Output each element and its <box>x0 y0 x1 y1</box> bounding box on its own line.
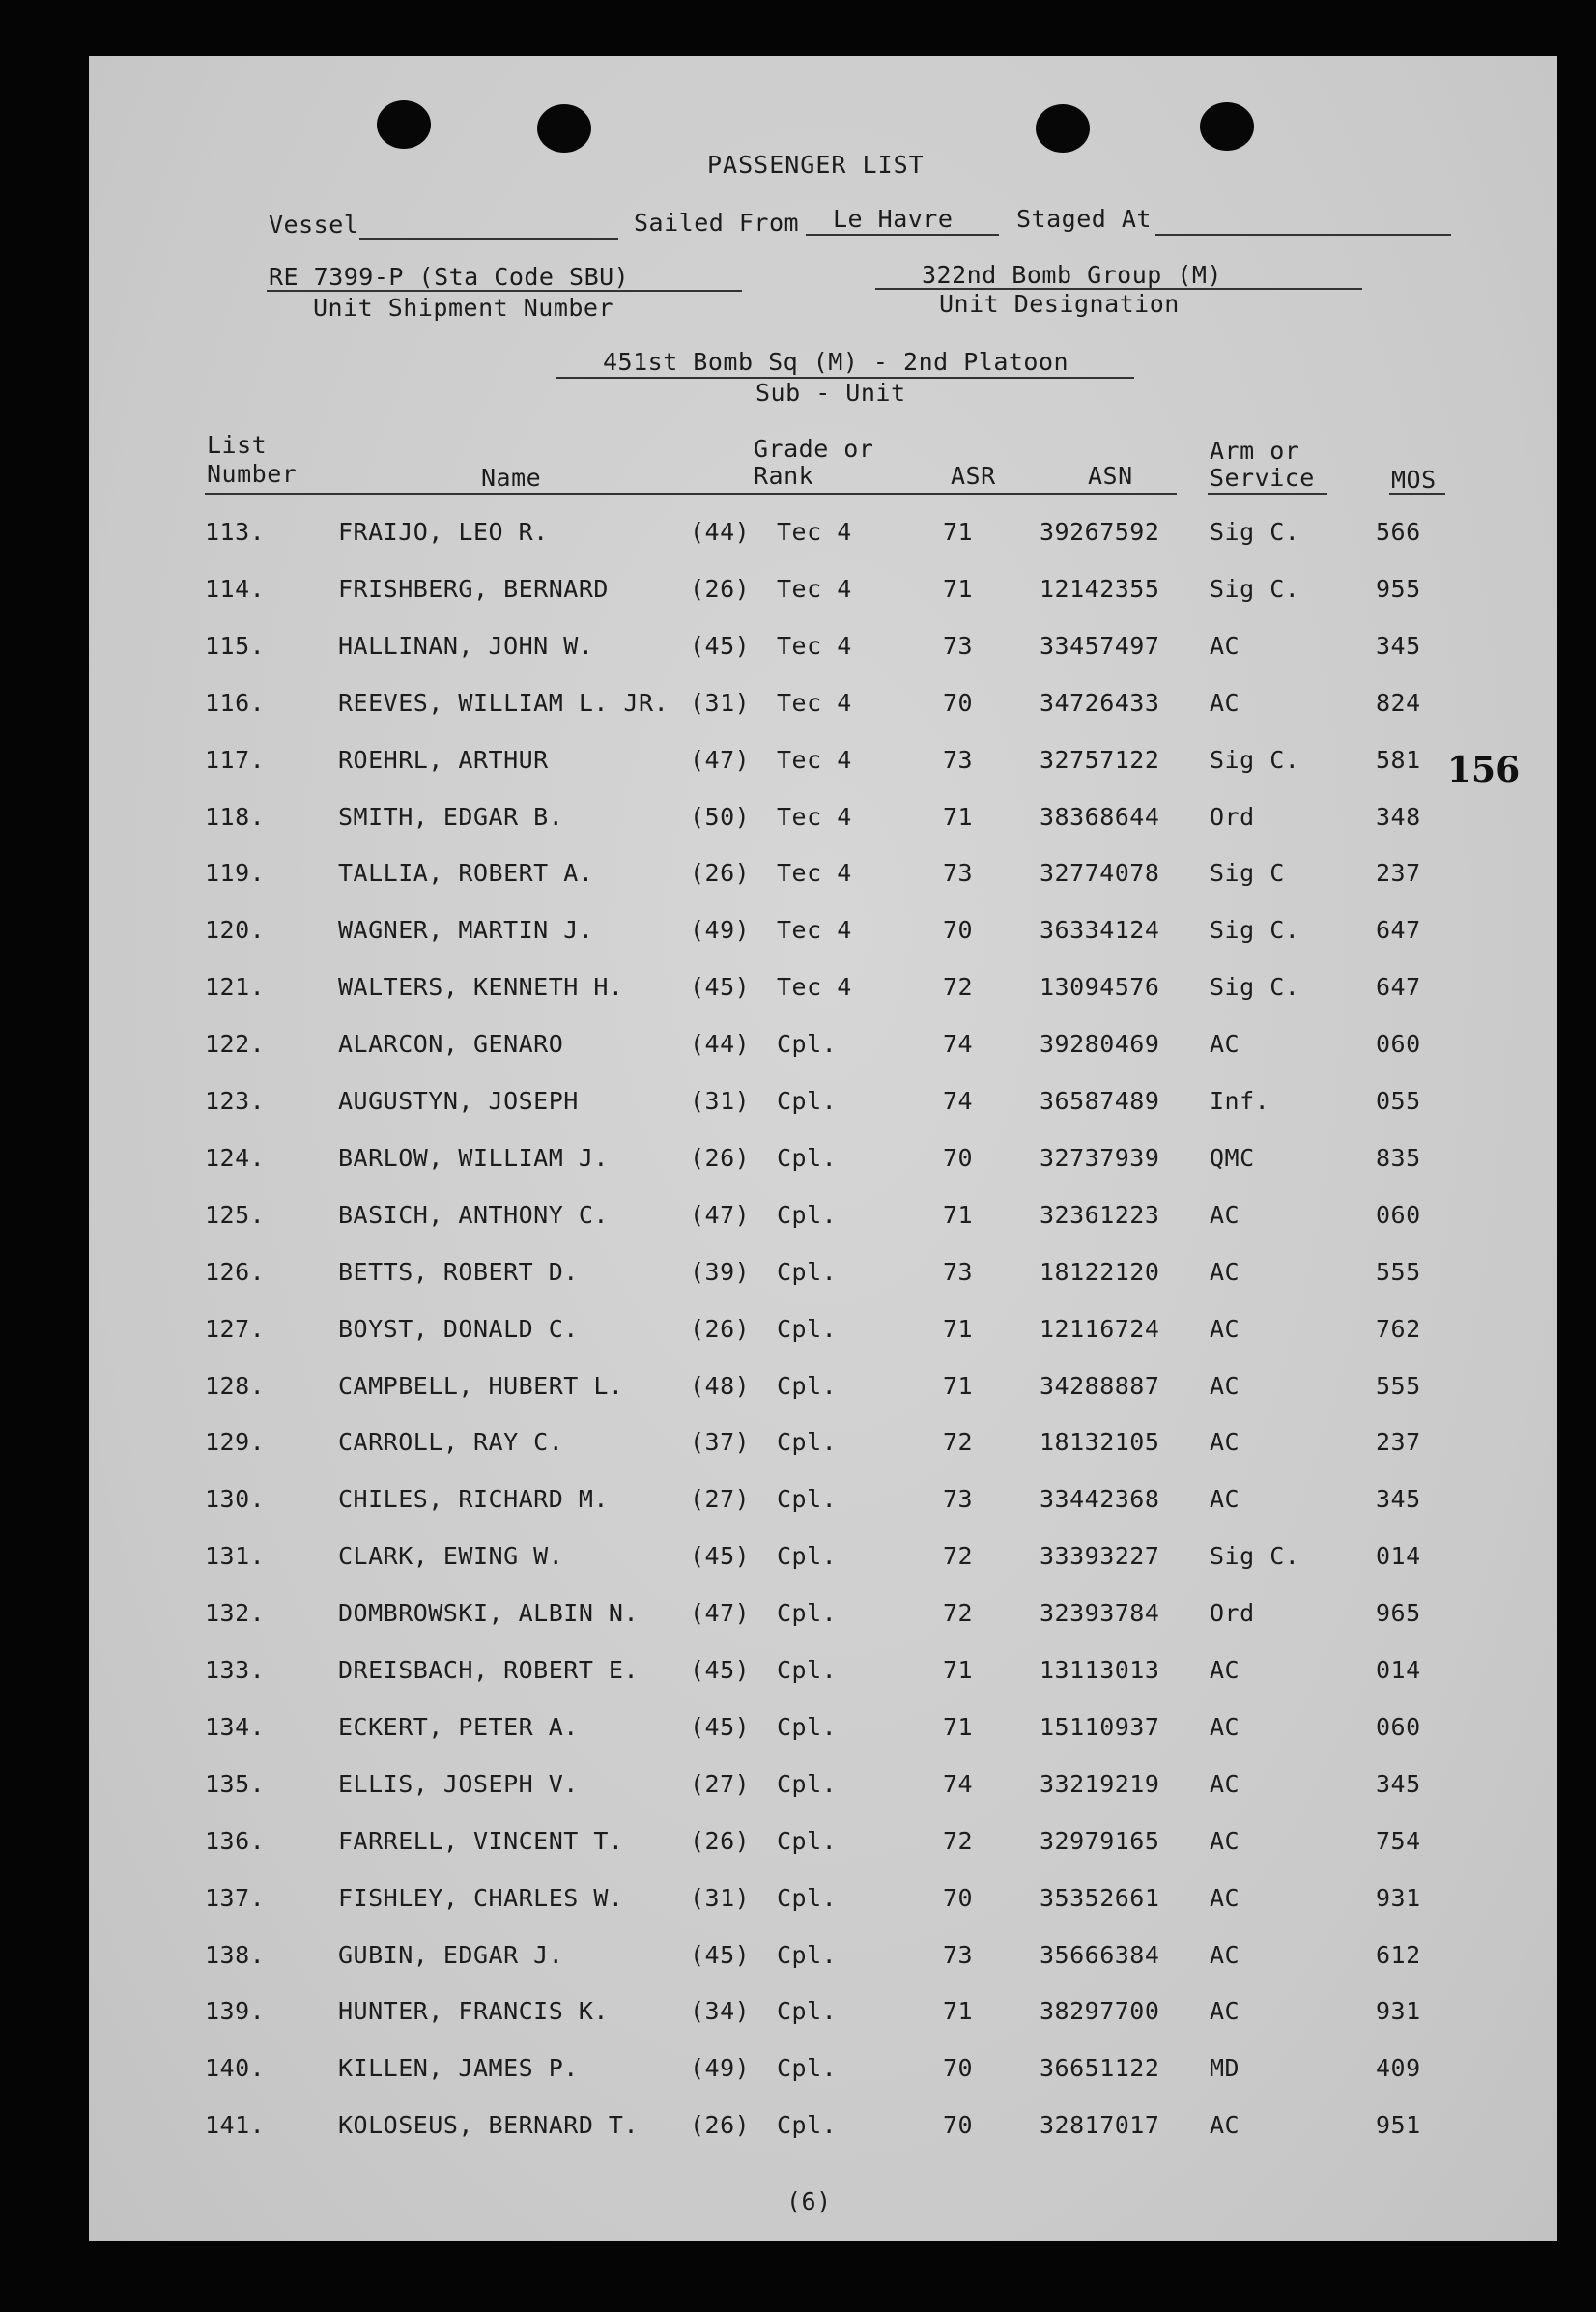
col-list-number-1: List <box>207 431 268 459</box>
table-row <box>89 689 1557 728</box>
vessel-underline <box>359 238 618 240</box>
mos: 348 <box>1376 802 1421 831</box>
sub-unit-label: Sub - Unit <box>755 379 906 407</box>
col-header-underline-mos <box>1389 493 1445 495</box>
col-header-underline-arm <box>1208 493 1327 495</box>
asr: 74 <box>943 1769 974 1798</box>
grade-rank: Cpl. <box>777 1428 838 1457</box>
passenger-name: BARLOW, WILLIAM J. <box>338 1143 609 1172</box>
mos: 237 <box>1376 1428 1421 1457</box>
unit-shipment-number-underline <box>267 290 742 292</box>
asr: 71 <box>943 1200 974 1229</box>
asr: 72 <box>943 1428 974 1457</box>
table-row <box>89 1884 1557 1923</box>
table-row <box>89 859 1557 898</box>
asn: 12116724 <box>1040 1314 1160 1343</box>
list-number: 132. <box>205 1599 266 1628</box>
age: (39) <box>690 1257 751 1286</box>
age: (44) <box>690 518 751 546</box>
col-grade-2: Rank <box>754 462 814 490</box>
asn: 32979165 <box>1040 1826 1160 1855</box>
grade-rank: Cpl. <box>777 1485 838 1514</box>
mos: 060 <box>1376 1712 1421 1741</box>
grade-rank: Tec 4 <box>777 973 852 1002</box>
arm-service: Ord <box>1210 1599 1255 1628</box>
list-number: 129. <box>205 1428 266 1457</box>
table-row <box>89 1428 1557 1467</box>
grade-rank: Cpl. <box>777 1656 838 1684</box>
punch-hole-3 <box>1036 104 1090 153</box>
arm-service: Sig C. <box>1210 916 1300 945</box>
passenger-name: BASICH, ANTHONY C. <box>338 1200 609 1229</box>
passenger-name: CARROLL, RAY C. <box>338 1428 564 1457</box>
asr: 73 <box>943 859 974 888</box>
grade-rank: Tec 4 <box>777 802 852 831</box>
age: (47) <box>690 1599 751 1628</box>
asn: 36334124 <box>1040 916 1160 945</box>
age: (26) <box>690 1143 751 1172</box>
arm-service: AC <box>1210 2111 1240 2140</box>
list-number: 135. <box>205 1769 266 1798</box>
asn: 38297700 <box>1040 1997 1160 2026</box>
asr: 70 <box>943 1883 974 1912</box>
col-mos: MOS <box>1391 466 1437 494</box>
mos: 055 <box>1376 1087 1421 1115</box>
grade-rank: Tec 4 <box>777 688 852 717</box>
asn: 35352661 <box>1040 1883 1160 1912</box>
asr: 70 <box>943 2111 974 2140</box>
grade-rank: Tec 4 <box>777 574 852 603</box>
age: (45) <box>690 1712 751 1741</box>
table-row <box>89 1770 1557 1809</box>
age: (45) <box>690 631 751 660</box>
passenger-name: KOLOSEUS, BERNARD T. <box>338 2111 640 2140</box>
age: (45) <box>690 1656 751 1684</box>
grade-rank: Cpl. <box>777 1143 838 1172</box>
grade-rank: Tec 4 <box>777 916 852 945</box>
mos: 931 <box>1376 1997 1421 2026</box>
asr: 71 <box>943 518 974 546</box>
mos: 345 <box>1376 1769 1421 1798</box>
mos: 060 <box>1376 1030 1421 1059</box>
passenger-name: FRISHBERG, BERNARD <box>338 574 609 603</box>
passenger-name: ELLIS, JOSEPH V. <box>338 1769 579 1798</box>
list-number: 131. <box>205 1542 266 1571</box>
arm-service: AC <box>1210 1200 1240 1229</box>
asr: 70 <box>943 2054 974 2083</box>
asn: 33393227 <box>1040 1542 1160 1571</box>
grade-rank: Cpl. <box>777 1599 838 1628</box>
asr: 71 <box>943 574 974 603</box>
mos: 754 <box>1376 1826 1421 1855</box>
asn: 35666384 <box>1040 1940 1160 1969</box>
asr: 70 <box>943 1143 974 1172</box>
arm-service: QMC <box>1210 1143 1255 1172</box>
list-number: 127. <box>205 1314 266 1343</box>
table-row <box>89 746 1557 785</box>
table-row <box>89 1030 1557 1069</box>
page-number: (6) <box>786 2187 832 2215</box>
asn: 39280469 <box>1040 1030 1160 1059</box>
passenger-name: TALLIA, ROBERT A. <box>338 859 594 888</box>
arm-service: AC <box>1210 1257 1240 1286</box>
passenger-name: BOYST, DONALD C. <box>338 1314 579 1343</box>
list-number: 114. <box>205 574 266 603</box>
arm-service: MD <box>1210 2054 1240 2083</box>
arm-service: AC <box>1210 1656 1240 1684</box>
mos: 345 <box>1376 631 1421 660</box>
asr: 71 <box>943 1314 974 1343</box>
passenger-name: FARRELL, VINCENT T. <box>338 1826 624 1855</box>
passenger-name: FISHLEY, CHARLES W. <box>338 1883 624 1912</box>
asn: 38368644 <box>1040 802 1160 831</box>
sailed-from-underline <box>806 234 999 236</box>
asr: 71 <box>943 802 974 831</box>
age: (26) <box>690 859 751 888</box>
asr: 72 <box>943 1826 974 1855</box>
mos: 060 <box>1376 1200 1421 1229</box>
asn: 32774078 <box>1040 859 1160 888</box>
asr: 72 <box>943 1542 974 1571</box>
age: (45) <box>690 973 751 1002</box>
list-number: 136. <box>205 1826 266 1855</box>
mos: 955 <box>1376 574 1421 603</box>
table-row <box>89 973 1557 1012</box>
arm-service: Sig C <box>1210 859 1285 888</box>
unit-shipment-number-value: RE 7399-P (Sta Code SBU) <box>269 263 630 291</box>
table-row <box>89 1941 1557 1980</box>
passenger-name: HALLINAN, JOHN W. <box>338 631 594 660</box>
grade-rank: Cpl. <box>777 1826 838 1855</box>
mos: 014 <box>1376 1542 1421 1571</box>
list-number: 116. <box>205 688 266 717</box>
arm-service: AC <box>1210 631 1240 660</box>
asn: 15110937 <box>1040 1712 1160 1741</box>
asn: 33457497 <box>1040 631 1160 660</box>
mos: 647 <box>1376 916 1421 945</box>
punch-hole-2 <box>537 104 591 153</box>
grade-rank: Cpl. <box>777 1200 838 1229</box>
arm-service: AC <box>1210 1314 1240 1343</box>
list-number: 126. <box>205 1257 266 1286</box>
passenger-name: ALARCON, GENARO <box>338 1030 564 1059</box>
arm-service: AC <box>1210 1997 1240 2026</box>
list-number: 141. <box>205 2111 266 2140</box>
arm-service: Sig C. <box>1210 1542 1300 1571</box>
age: (31) <box>690 1087 751 1115</box>
table-row <box>89 1656 1557 1695</box>
list-number: 121. <box>205 973 266 1002</box>
mos: 951 <box>1376 2111 1421 2140</box>
table-row <box>89 518 1557 557</box>
table-row <box>89 1201 1557 1240</box>
asr: 73 <box>943 1257 974 1286</box>
grade-rank: Cpl. <box>777 1883 838 1912</box>
asn: 13113013 <box>1040 1656 1160 1684</box>
grade-rank: Cpl. <box>777 1314 838 1343</box>
asn: 32393784 <box>1040 1599 1160 1628</box>
arm-service: AC <box>1210 1826 1240 1855</box>
table-row <box>89 575 1557 614</box>
list-number: 138. <box>205 1940 266 1969</box>
age: (27) <box>690 1485 751 1514</box>
grade-rank: Tec 4 <box>777 518 852 546</box>
passenger-name: ECKERT, PETER A. <box>338 1712 579 1741</box>
asr: 74 <box>943 1087 974 1115</box>
sub-unit-value: 451st Bomb Sq (M) - 2nd Platoon <box>603 348 1069 376</box>
passenger-name: CLARK, EWING W. <box>338 1542 564 1571</box>
table-row <box>89 1258 1557 1297</box>
arm-service: AC <box>1210 1940 1240 1969</box>
asn: 34726433 <box>1040 688 1160 717</box>
asn: 32361223 <box>1040 1200 1160 1229</box>
arm-service: Sig C. <box>1210 973 1300 1002</box>
punch-hole-1 <box>377 100 431 149</box>
mos: 835 <box>1376 1143 1421 1172</box>
age: (31) <box>690 688 751 717</box>
col-arm-2: Service <box>1210 464 1315 492</box>
age: (45) <box>690 1542 751 1571</box>
arm-service: AC <box>1210 1883 1240 1912</box>
passenger-name: WALTERS, KENNETH H. <box>338 973 624 1002</box>
col-name: Name <box>481 464 542 492</box>
mos: 237 <box>1376 859 1421 888</box>
mos: 345 <box>1376 1485 1421 1514</box>
grade-rank: Cpl. <box>777 1769 838 1798</box>
table-row <box>89 1997 1557 2036</box>
asr: 72 <box>943 1599 974 1628</box>
table-row <box>89 1827 1557 1866</box>
grade-rank: Cpl. <box>777 1940 838 1969</box>
asn: 32817017 <box>1040 2111 1160 2140</box>
mos: 931 <box>1376 1883 1421 1912</box>
col-grade-1: Grade or <box>754 435 874 463</box>
age: (26) <box>690 1314 751 1343</box>
grade-rank: Cpl. <box>777 2054 838 2083</box>
list-number: 120. <box>205 916 266 945</box>
age: (26) <box>690 1826 751 1855</box>
asn: 36651122 <box>1040 2054 1160 2083</box>
age: (34) <box>690 1997 751 2026</box>
list-number: 137. <box>205 1883 266 1912</box>
asr: 70 <box>943 688 974 717</box>
table-row <box>89 1713 1557 1752</box>
sailed-from-value: Le Havre <box>833 205 954 233</box>
passenger-name: CHILES, RICHARD M. <box>338 1485 609 1514</box>
document-page <box>89 56 1557 2241</box>
arm-service: AC <box>1210 1030 1240 1059</box>
mos: 566 <box>1376 518 1421 546</box>
unit-designation-value: 322nd Bomb Group (M) <box>922 261 1223 289</box>
age: (26) <box>690 2111 751 2140</box>
asr: 73 <box>943 1940 974 1969</box>
list-number: 117. <box>205 745 266 774</box>
list-number: 124. <box>205 1143 266 1172</box>
grade-rank: Cpl. <box>777 2111 838 2140</box>
age: (45) <box>690 1940 751 1969</box>
grade-rank: Cpl. <box>777 1997 838 2026</box>
grade-rank: Cpl. <box>777 1087 838 1115</box>
passenger-name: DOMBROWSKI, ALBIN N. <box>338 1599 640 1628</box>
grade-rank: Tec 4 <box>777 859 852 888</box>
asn: 33442368 <box>1040 1485 1160 1514</box>
table-row <box>89 1485 1557 1524</box>
unit-designation-label: Unit Designation <box>939 290 1180 318</box>
table-row <box>89 1599 1557 1638</box>
passenger-name: FRAIJO, LEO R. <box>338 518 549 546</box>
stamp-number: 156 <box>1447 750 1521 790</box>
asr: 71 <box>943 1997 974 2026</box>
grade-rank: Cpl. <box>777 1030 838 1059</box>
table-row <box>89 2111 1557 2150</box>
asr: 71 <box>943 1712 974 1741</box>
list-number: 125. <box>205 1200 266 1229</box>
mos: 555 <box>1376 1371 1421 1400</box>
passenger-name: GUBIN, EDGAR J. <box>338 1940 564 1969</box>
mos: 762 <box>1376 1314 1421 1343</box>
table-row <box>89 1315 1557 1354</box>
asn: 39267592 <box>1040 518 1160 546</box>
arm-service: AC <box>1210 1371 1240 1400</box>
passenger-name: HUNTER, FRANCIS K. <box>338 1997 609 2026</box>
table-row <box>89 1144 1557 1183</box>
list-number: 139. <box>205 1997 266 2026</box>
sailed-from-label: Sailed From <box>634 209 800 237</box>
mos: 647 <box>1376 973 1421 1002</box>
age: (48) <box>690 1371 751 1400</box>
table-row <box>89 632 1557 671</box>
list-number: 122. <box>205 1030 266 1059</box>
age: (49) <box>690 2054 751 2083</box>
arm-service: Ord <box>1210 802 1255 831</box>
grade-rank: Cpl. <box>777 1542 838 1571</box>
arm-service: AC <box>1210 688 1240 717</box>
staged-at-label: Staged At <box>1016 205 1152 233</box>
asn: 13094576 <box>1040 973 1160 1002</box>
mos: 555 <box>1376 1257 1421 1286</box>
asn: 36587489 <box>1040 1087 1160 1115</box>
list-number: 133. <box>205 1656 266 1684</box>
mos: 409 <box>1376 2054 1421 2083</box>
table-row <box>89 1087 1557 1126</box>
list-number: 140. <box>205 2054 266 2083</box>
list-number: 119. <box>205 859 266 888</box>
col-header-underline-left <box>205 493 1177 495</box>
grade-rank: Cpl. <box>777 1257 838 1286</box>
arm-service: AC <box>1210 1712 1240 1741</box>
col-arm-1: Arm or <box>1210 437 1300 465</box>
asn: 33219219 <box>1040 1769 1160 1798</box>
mos: 965 <box>1376 1599 1421 1628</box>
passenger-name: DREISBACH, ROBERT E. <box>338 1656 640 1684</box>
list-number: 115. <box>205 631 266 660</box>
table-row <box>89 1542 1557 1581</box>
staged-at-underline <box>1155 234 1451 236</box>
age: (47) <box>690 1200 751 1229</box>
asr: 73 <box>943 1485 974 1514</box>
age: (27) <box>690 1769 751 1798</box>
list-number: 134. <box>205 1712 266 1741</box>
arm-service: Inf. <box>1210 1087 1270 1115</box>
grade-rank: Tec 4 <box>777 745 852 774</box>
vessel-label: Vessel <box>269 211 359 239</box>
grade-rank: Tec 4 <box>777 631 852 660</box>
grade-rank: Cpl. <box>777 1371 838 1400</box>
asr: 71 <box>943 1656 974 1684</box>
table-row <box>89 1372 1557 1411</box>
asn: 18132105 <box>1040 1428 1160 1457</box>
asr: 73 <box>943 631 974 660</box>
table-row <box>89 803 1557 842</box>
list-number: 113. <box>205 518 266 546</box>
arm-service: AC <box>1210 1485 1240 1514</box>
arm-service: AC <box>1210 1769 1240 1798</box>
passenger-name: SMITH, EDGAR B. <box>338 802 564 831</box>
arm-service: AC <box>1210 1428 1240 1457</box>
list-number: 118. <box>205 802 266 831</box>
passenger-name: AUGUSTYN, JOSEPH <box>338 1087 579 1115</box>
mos: 014 <box>1376 1656 1421 1684</box>
asr: 71 <box>943 1371 974 1400</box>
asr: 73 <box>943 745 974 774</box>
arm-service: Sig C. <box>1210 745 1300 774</box>
age: (47) <box>690 745 751 774</box>
list-number: 123. <box>205 1087 266 1115</box>
mos: 824 <box>1376 688 1421 717</box>
age: (44) <box>690 1030 751 1059</box>
passenger-name: BETTS, ROBERT D. <box>338 1257 579 1286</box>
passenger-name: ROEHRL, ARTHUR <box>338 745 549 774</box>
asr: 70 <box>943 916 974 945</box>
asn: 34288887 <box>1040 1371 1160 1400</box>
age: (50) <box>690 802 751 831</box>
asn: 32757122 <box>1040 745 1160 774</box>
asr: 72 <box>943 973 974 1002</box>
age: (49) <box>690 916 751 945</box>
passenger-name: CAMPBELL, HUBERT L. <box>338 1371 624 1400</box>
table-row <box>89 2054 1557 2093</box>
unit-shipment-number-label: Unit Shipment Number <box>313 294 614 322</box>
list-number: 130. <box>205 1485 266 1514</box>
list-number: 128. <box>205 1371 266 1400</box>
arm-service: Sig C. <box>1210 574 1300 603</box>
asn: 18122120 <box>1040 1257 1160 1286</box>
col-asr: ASR <box>951 462 996 490</box>
punch-hole-4 <box>1200 102 1254 151</box>
passenger-name: REEVES, WILLIAM L. JR. <box>338 688 670 717</box>
passenger-name: KILLEN, JAMES P. <box>338 2054 579 2083</box>
arm-service: Sig C. <box>1210 518 1300 546</box>
age: (31) <box>690 1883 751 1912</box>
mos: 581 <box>1376 745 1421 774</box>
age: (37) <box>690 1428 751 1457</box>
mos: 612 <box>1376 1940 1421 1969</box>
age: (26) <box>690 574 751 603</box>
passenger-name: WAGNER, MARTIN J. <box>338 916 594 945</box>
grade-rank: Cpl. <box>777 1712 838 1741</box>
asn: 12142355 <box>1040 574 1160 603</box>
col-asn: ASN <box>1088 462 1133 490</box>
col-list-number-2: Number <box>207 460 298 488</box>
asr: 74 <box>943 1030 974 1059</box>
page-title: PASSENGER LIST <box>707 151 925 179</box>
asn: 32737939 <box>1040 1143 1160 1172</box>
table-row <box>89 916 1557 955</box>
